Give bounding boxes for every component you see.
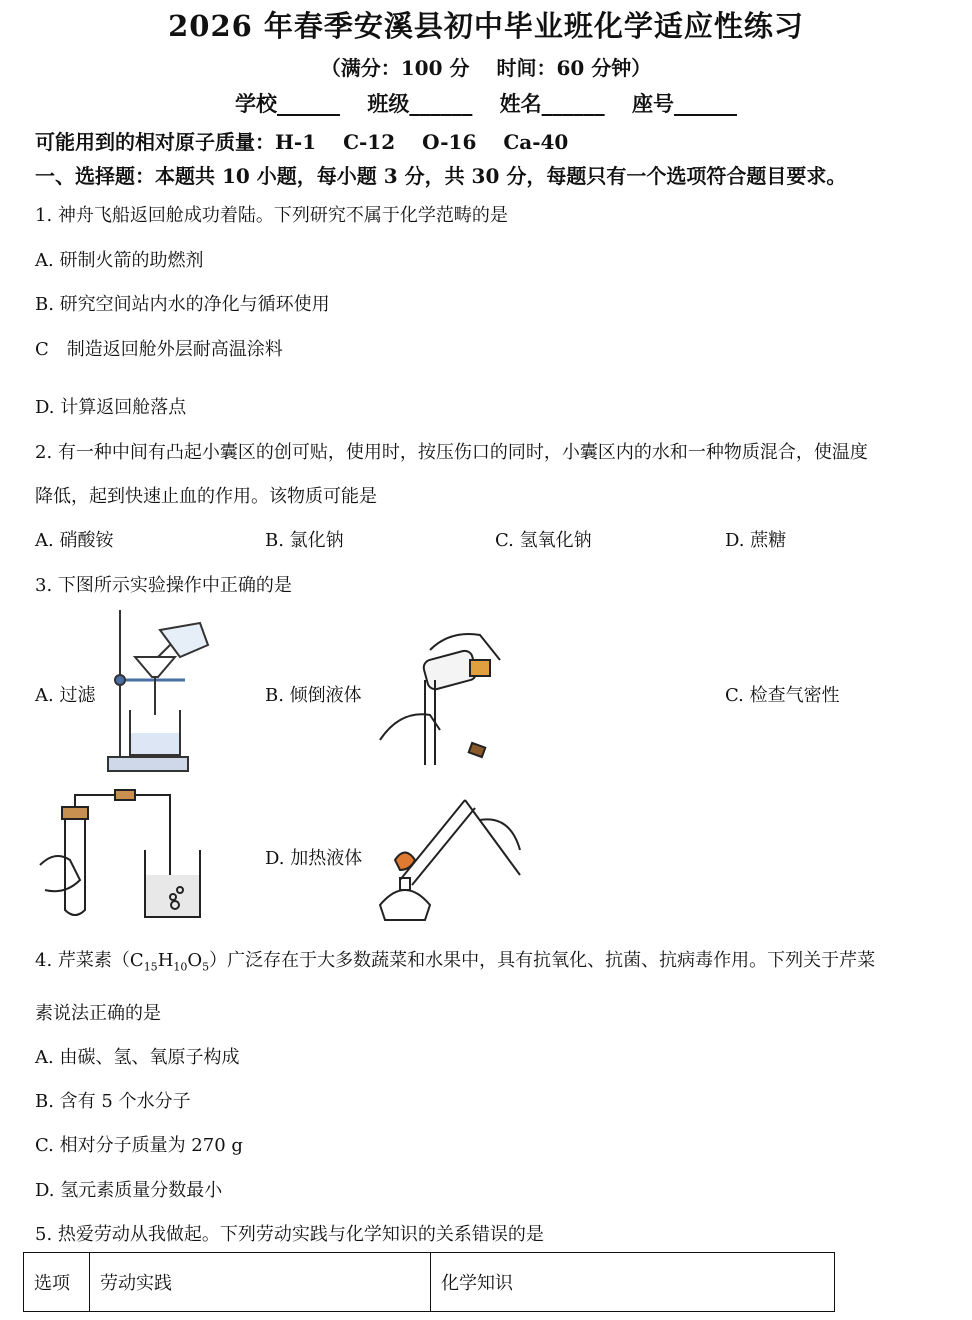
q3-stem: 3. 下图所示实验操作中正确的是 — [35, 575, 292, 596]
q2-stem-line1: 2. 有一种中间有凸起小囊区的创可贴，使用时，按压伤口的同时，小囊区内的水和一种物质混合，使温度 — [35, 442, 868, 463]
section-heading: 一、选择题：本题共 10 小题，每小题 3 分，共 30 分，每题只有一个选项符合题目要求。 — [35, 164, 847, 188]
q4-option-d[interactable]: D. 氢元素质量分数最小 — [35, 1180, 223, 1201]
pouring-liquid-illustration — [370, 620, 520, 770]
q3-option-d[interactable]: D. 加热液体 — [265, 848, 363, 869]
q2-option-c[interactable]: C. 氢氧化钠 — [495, 530, 592, 551]
q2-option-b[interactable]: B. 氯化钠 — [265, 530, 344, 551]
name-field[interactable]: 姓名______ — [499, 91, 605, 116]
filtration-apparatus-illustration — [100, 605, 220, 777]
q3-option-a[interactable]: A. 过滤 — [35, 685, 96, 706]
formula-c: C — [129, 950, 144, 971]
q5-stem: 5. 热爱劳动从我做起。下列劳动实践与化学知识的关系错误的是 — [35, 1224, 544, 1245]
seat-field[interactable]: 座号______ — [631, 91, 737, 116]
atomic-mass-line: 可能用到的相对原子质量：H-1 C-12 O-16 Ca-40 — [35, 130, 569, 154]
table-row — [24, 1253, 835, 1312]
q2-option-d[interactable]: D. 蔗糖 — [725, 530, 787, 551]
page-title: 2026 年春季安溪县初中毕业班化学适应性练习 — [168, 9, 804, 43]
q1-option-a[interactable]: A. 研制火箭的助燃剂 — [35, 250, 204, 271]
q4-option-a[interactable]: A. 由碳、氢、氧原子构成 — [35, 1047, 240, 1068]
q1-stem: 1. 神舟飞船返回舱成功着陆。下列研究不属于化学范畴的是 — [35, 205, 508, 226]
q1-option-b[interactable]: B. 研究空间站内水的净化与循环使用 — [35, 294, 330, 315]
q4-stem-suffix: ）广泛存在于大多数蔬菜和水果中，具有抗氧化、抗菌、抗病毒作用。下列关于芹菜 — [209, 950, 876, 971]
table-header-labor-practice: 劳动实践 — [90, 1253, 431, 1312]
formula-o: O — [187, 950, 203, 971]
formula-h-subscript: 10 — [173, 960, 188, 974]
q1-option-d[interactable]: D. 计算返回舱落点 — [35, 397, 187, 418]
table-header-chem-knowledge: 化学知识 — [431, 1253, 835, 1312]
formula-h: H — [157, 950, 174, 971]
school-field[interactable]: 学校______ — [235, 91, 341, 116]
formula-c-subscript: 15 — [143, 960, 158, 974]
heating-liquid-illustration — [370, 790, 530, 925]
q4-stem-line2: 素说法正确的是 — [35, 1003, 161, 1024]
q3-option-b[interactable]: B. 倾倒液体 — [265, 685, 362, 706]
q4-option-b[interactable]: B. 含有 5 个水分子 — [35, 1091, 191, 1112]
q2-option-a[interactable]: A. 硝酸铵 — [35, 530, 114, 551]
q1-option-c[interactable]: C 制造返回舱外层耐高温涂料 — [35, 339, 283, 360]
q4-option-c[interactable]: C. 相对分子质量为 270 g — [35, 1135, 243, 1156]
q5-table — [23, 1252, 835, 1312]
formula-o-subscript: 5 — [202, 960, 210, 974]
class-field[interactable]: 班级______ — [367, 91, 473, 116]
q4-stem-prefix: 4. 芹菜素（ — [35, 950, 130, 971]
student-info-row — [0, 88, 972, 118]
q4-stem-line1 — [35, 946, 875, 974]
exam-subtitle: （满分：100 分 时间：60 分钟） — [320, 56, 652, 80]
q3-option-c[interactable]: C. 检查气密性 — [725, 685, 840, 706]
table-header-option: 选项 — [24, 1253, 90, 1312]
airtightness-check-illustration — [35, 785, 215, 925]
q2-stem-line2: 降低，起到快速止血的作用。该物质可能是 — [35, 486, 377, 507]
